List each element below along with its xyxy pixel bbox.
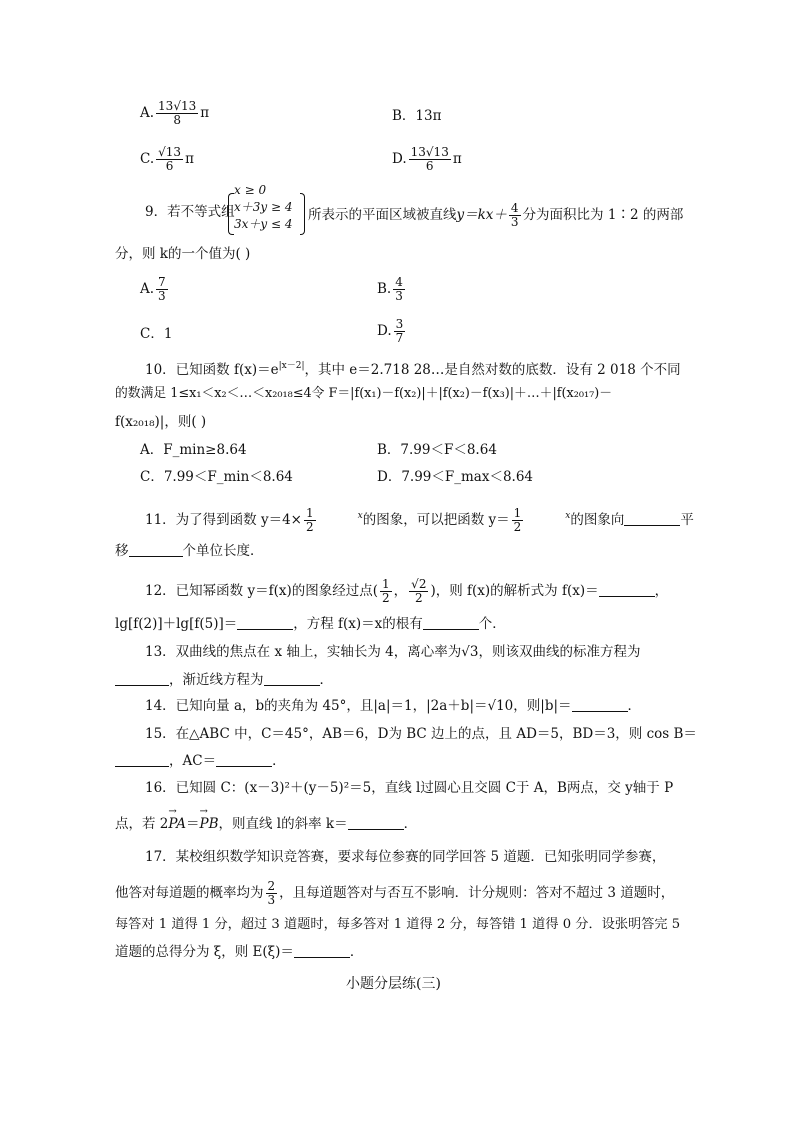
q9-condition-1: x ≥ 0 <box>234 183 267 197</box>
q17-line1: 17．某校组织数学知识竞答赛，要求每位参赛的同学回答 5 道题．已知张明同学参赛， <box>145 849 666 865</box>
q10-option-a: A．F_min≥8.64 <box>140 442 247 458</box>
fraction: $\frac{1}{2}$ <box>306 506 314 534</box>
answer-blank[interactable] <box>348 815 404 830</box>
fraction: $\frac{√13}{6}$ <box>158 145 182 173</box>
q9-option-a: A. $\frac{7}{3}$ <box>140 275 166 303</box>
q8-option-d: D. $\frac{13√13}{6}$ π <box>392 145 462 173</box>
q15-line1: 15．在△ABC 中，C＝45°，AB＝6，D为 BC 边上的点，且 AD＝5，BD＝3，则 cos B＝ <box>145 726 697 742</box>
fraction: $\frac{√2}{2}$ <box>411 577 427 605</box>
q11-line2: 移 个单位长度． <box>115 543 264 559</box>
vector-pa: → PA <box>168 814 186 834</box>
fraction: $\frac{4}{3}$ <box>395 275 403 303</box>
q16-line1: 16．已知圆 C：(x－3)²＋(y－5)²＝5，直线 l过圆心且交圆 C于 A，B两点，交 y轴于 P <box>145 780 674 796</box>
q8-option-c: C. $\frac{√13}{6}$ π <box>140 145 194 173</box>
answer-blank[interactable] <box>599 582 655 597</box>
fraction: $\frac{7}{3}$ <box>158 275 166 303</box>
section-title: 小题分层练(三) <box>346 976 441 992</box>
q9-line1-rest: 所表示的平面区域被直线y＝kx＋ $\frac{4}{3}$ 分为面积比为 1∶2 的两部 <box>308 201 684 229</box>
fraction: $\frac{4}{3}$ <box>510 201 519 229</box>
q9-option-b: B. $\frac{4}{3}$ <box>377 275 403 303</box>
answer-blank[interactable] <box>294 943 350 958</box>
answer-blank[interactable] <box>115 752 169 767</box>
vector-pb: → PB <box>199 814 218 834</box>
fraction: $\frac{1}{2}$ <box>382 577 390 605</box>
q9-condition-3: 3x＋y ≤ 4 <box>234 217 293 231</box>
answer-blank[interactable] <box>129 542 183 557</box>
q16-line2: 点，若 2→ PA＝→ PB，则直线 l的斜率 k＝ ． <box>115 814 417 834</box>
answer-blank[interactable] <box>115 671 169 686</box>
answer-blank[interactable] <box>624 511 680 526</box>
q10-option-c: C．7.99＜F_min＜8.64 <box>140 469 293 485</box>
q11-line1: 11．为了得到函数 y＝4× $\frac{1}{2}$ $^x$的图象，可以把函数 y＝ $\frac{1}{2}$ $^x$的图象向 平 <box>145 506 694 534</box>
answer-blank[interactable] <box>216 752 272 767</box>
q10-option-d: D．7.99＜F_max＜8.64 <box>377 469 534 485</box>
q17-line4: 道题的总得分为 ξ，则 E(ξ)＝ ． <box>115 944 364 960</box>
q8-option-a: A. $\frac{13√13}{8}$ π <box>140 99 210 127</box>
answer-blank[interactable] <box>237 615 293 630</box>
q13-line1: 13．双曲线的焦点在 x 轴上，实轴长为 4，离心率为√3，则该双曲线的标准方程为 <box>145 644 641 660</box>
fraction: $\frac{13√13}{6}$ <box>410 145 449 173</box>
answer-blank[interactable] <box>572 697 628 712</box>
fraction: $\frac{3}{7}$ <box>395 317 404 345</box>
q12-line1: 12．已知幂函数 y＝f(x)的图象经过点( $\frac{1}{2}$ ， $\frac{√2}{2}$ )，则 f(x)的解析式为 f(x)＝ ， <box>145 577 669 605</box>
q8-option-b: B．13π <box>392 108 442 124</box>
answer-blank[interactable] <box>423 615 479 630</box>
answer-blank[interactable] <box>264 671 320 686</box>
q17-line2: 他答对每道题的概率均为 $\frac{2}{3}$ ，且每道题答对与否互不影响．计分规则：答对不超过 3 道题时， <box>115 879 675 907</box>
q10-option-b: B．7.99＜F＜8.64 <box>377 442 497 458</box>
fraction: $\frac{13√13}{8}$ <box>158 99 197 127</box>
q9-prefix: 9．若不等式组 <box>145 204 235 220</box>
q13-line2: ，渐近线方程为 ． <box>115 670 333 690</box>
q10-line1: 10．已知函数 $f(x)=e^{|x-2|}$，其中 e＝2.718 28…是自然对数的底数．设有 2 018 个不同 <box>145 361 681 378</box>
q15-line2: ，AC＝ ． <box>115 751 286 771</box>
q17-line3: 每答对 1 道得 1 分，超过 3 道题时，每多答对 1 道得 2 分，每答错 1 道得 0 分．设张明答完 5 <box>115 917 681 932</box>
q9-line2: 分，则 k的一个值为( ) <box>115 246 251 262</box>
q9-option-d: D. $\frac{3}{7}$ <box>377 317 404 345</box>
fraction: $\frac{1}{2}$ <box>513 506 522 534</box>
q10-line3: f(x₂₀₁₈)|，则( ) <box>115 414 207 430</box>
q14-line1: 14．已知向量 a，b的夹角为 45°，且|a|＝1，|2a＋b|＝√10，则|b|＝ ． <box>145 698 642 714</box>
q10-line2: 的数满足 1≤x₁＜x₂＜…＜x₂₀₁₈≤4令 F＝|f(x₁)－f(x₂)|＋|f(x₂)－f(x₃)|＋…＋|f(x₂₀₁₇)－ <box>115 386 613 401</box>
q12-line2: lg[f(2)]＋lg[f(5)]＝ ，方程 f(x)＝x的根有 个． <box>115 616 506 632</box>
fraction: $\frac{2}{3}$ <box>267 879 276 907</box>
q9-condition-2: x＋3y ≥ 4 <box>234 200 293 214</box>
system-brace-right <box>300 193 305 235</box>
q9-option-c: C．1 <box>140 326 173 342</box>
